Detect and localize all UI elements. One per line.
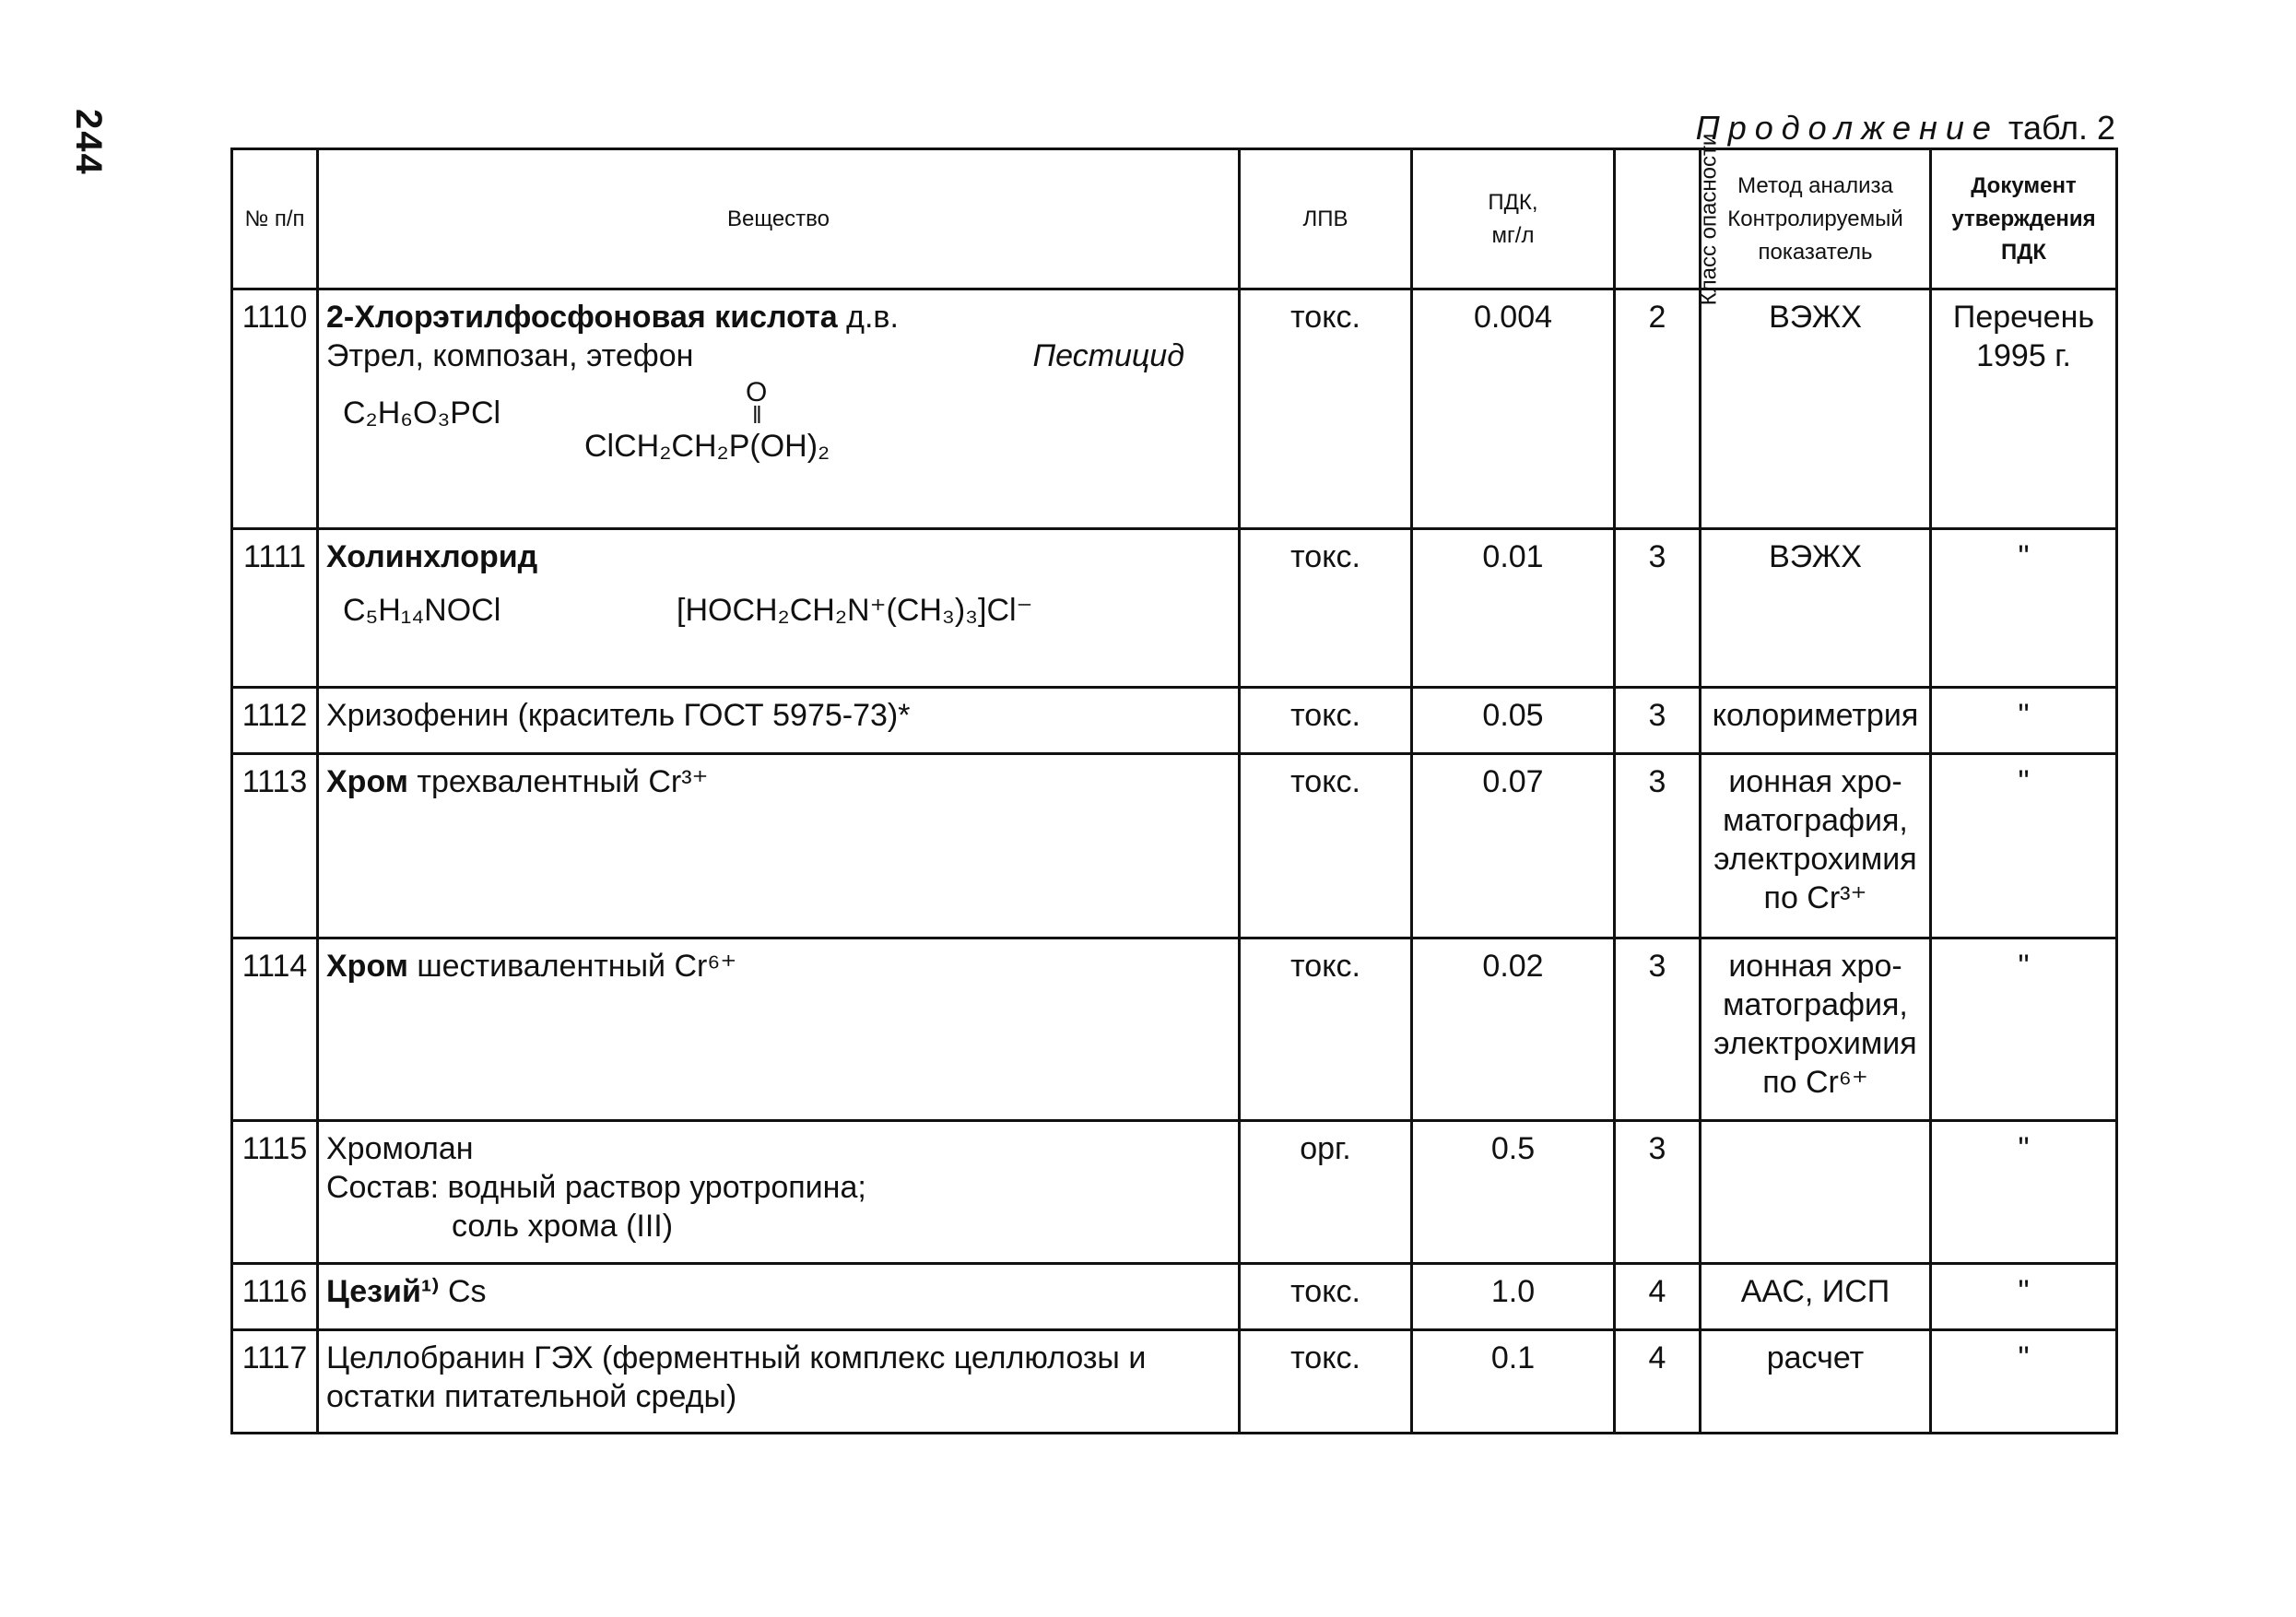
row-substance: Целлобранин ГЭХ (ферментный комплекс целлюлозы и остатки питательной среды) bbox=[318, 1330, 1240, 1434]
row-pdk: 0.05 bbox=[1412, 688, 1615, 754]
header-class: Класс опасности bbox=[1615, 149, 1701, 289]
row-pdk: 0.1 bbox=[1412, 1330, 1615, 1434]
row-num: 1115 bbox=[232, 1121, 318, 1264]
row-method bbox=[1701, 1121, 1931, 1264]
row-pdk: 0.004 bbox=[1412, 289, 1615, 529]
row-lpv: токс. bbox=[1240, 529, 1412, 688]
row-pdk: 0.02 bbox=[1412, 938, 1615, 1121]
row-method: колориметрия bbox=[1701, 688, 1931, 754]
table-row bbox=[232, 688, 2117, 754]
row-class: 2 bbox=[1615, 289, 1701, 529]
table-row bbox=[232, 1264, 2117, 1330]
row-document: " bbox=[1931, 1330, 2117, 1434]
row-pdk: 1.0 bbox=[1412, 1264, 1615, 1330]
row-lpv: токс. bbox=[1240, 1330, 1412, 1434]
continuation-table-ref: табл. 2 bbox=[2008, 109, 2115, 147]
continuation-word: Продолжение bbox=[1695, 109, 1999, 147]
row-lpv: токс. bbox=[1240, 289, 1412, 529]
row-class: 3 bbox=[1615, 529, 1701, 688]
row-num: 1116 bbox=[232, 1264, 318, 1330]
header-num: № п/п bbox=[232, 149, 318, 289]
row-substance: Хризофенин (краситель ГОСТ 5975-73)* bbox=[318, 688, 1240, 754]
table-row bbox=[232, 289, 2117, 529]
row-class: 3 bbox=[1615, 938, 1701, 1121]
row-method: ионная хро-матография, электрохимия по Cr³⁺ bbox=[1701, 754, 1931, 938]
row-num: 1112 bbox=[232, 688, 318, 754]
row-num: 1110 bbox=[232, 289, 318, 529]
pdk-table bbox=[230, 133, 2118, 1434]
table-row bbox=[232, 938, 2117, 1121]
header-method: Метод анализа Контролируемый показатель bbox=[1701, 149, 1931, 289]
table-header-row bbox=[232, 149, 2117, 289]
chemical-formula: C₂H₆O₃PCl O ‖ ClCH₂CH₂P(OH)₂ bbox=[343, 377, 830, 464]
row-method: ВЭЖХ bbox=[1701, 529, 1931, 688]
row-num: 1113 bbox=[232, 754, 318, 938]
table-row bbox=[232, 1121, 2117, 1264]
row-class: 3 bbox=[1615, 688, 1701, 754]
row-document: Перечень 1995 г. bbox=[1931, 289, 2117, 529]
row-substance: Хромолан Состав: водный раствор уротропина; соль хрома (III) bbox=[318, 1121, 1240, 1264]
row-substance: 2-Хлорэтилфосфоновая кислота д.в. Этрел, композан, этефон Пестицид C₂H₆O₃PCl O ‖ ClCH₂CH₂P(OH)₂ bbox=[318, 289, 1240, 529]
row-document: " bbox=[1931, 1264, 2117, 1330]
row-lpv: токс. bbox=[1240, 1264, 1412, 1330]
row-class: 3 bbox=[1615, 754, 1701, 938]
row-method: ААС, ИСП bbox=[1701, 1264, 1931, 1330]
row-lpv: орг. bbox=[1240, 1121, 1412, 1264]
table-row bbox=[232, 529, 2117, 688]
row-lpv: токс. bbox=[1240, 754, 1412, 938]
row-method: расчет bbox=[1701, 1330, 1931, 1434]
row-num: 1114 bbox=[232, 938, 318, 1121]
row-lpv: токс. bbox=[1240, 938, 1412, 1121]
row-num: 1117 bbox=[232, 1330, 318, 1434]
table-continuation-caption bbox=[1696, 109, 2115, 148]
page-number: 244 bbox=[68, 109, 109, 176]
row-pdk: 0.5 bbox=[1412, 1121, 1615, 1264]
row-num: 1111 bbox=[232, 529, 318, 688]
row-class: 4 bbox=[1615, 1330, 1701, 1434]
row-method: ионная хро-матография, электрохимия по Cr⁶⁺ bbox=[1701, 938, 1931, 1121]
row-substance: Холинхлорид C₅H₁₄NOCl [HOCH₂CH₂N⁺(CH₃)₃]Cl⁻ bbox=[318, 529, 1240, 688]
row-class: 4 bbox=[1615, 1264, 1701, 1330]
row-document: " bbox=[1931, 938, 2117, 1121]
header-substance: Вещество bbox=[318, 149, 1240, 289]
row-lpv: токс. bbox=[1240, 688, 1412, 754]
row-method: ВЭЖХ bbox=[1701, 289, 1931, 529]
header-lpv: ЛПВ bbox=[1240, 149, 1412, 289]
row-substance: Хром трехвалентный Cr³⁺ bbox=[318, 754, 1240, 938]
row-substance: Цезий¹⁾ Cs bbox=[318, 1264, 1240, 1330]
row-class: 3 bbox=[1615, 1121, 1701, 1264]
row-document: " bbox=[1931, 688, 2117, 754]
header-document: Документ утверждения ПДК bbox=[1931, 149, 2117, 289]
row-document: " bbox=[1931, 754, 2117, 938]
row-pdk: 0.01 bbox=[1412, 529, 1615, 688]
table-row bbox=[232, 1330, 2117, 1434]
row-pdk: 0.07 bbox=[1412, 754, 1615, 938]
header-pdk: ПДК, мг/л bbox=[1412, 149, 1615, 289]
chemical-formula: C₅H₁₄NOCl [HOCH₂CH₂N⁺(CH₃)₃]Cl⁻ bbox=[343, 593, 1033, 628]
row-document: " bbox=[1931, 1121, 2117, 1264]
pesticide-note: Пестицид bbox=[1032, 338, 1184, 373]
row-substance: Хром шестивалентный Cr⁶⁺ bbox=[318, 938, 1240, 1121]
table-row bbox=[232, 754, 2117, 938]
row-document: " bbox=[1931, 529, 2117, 688]
